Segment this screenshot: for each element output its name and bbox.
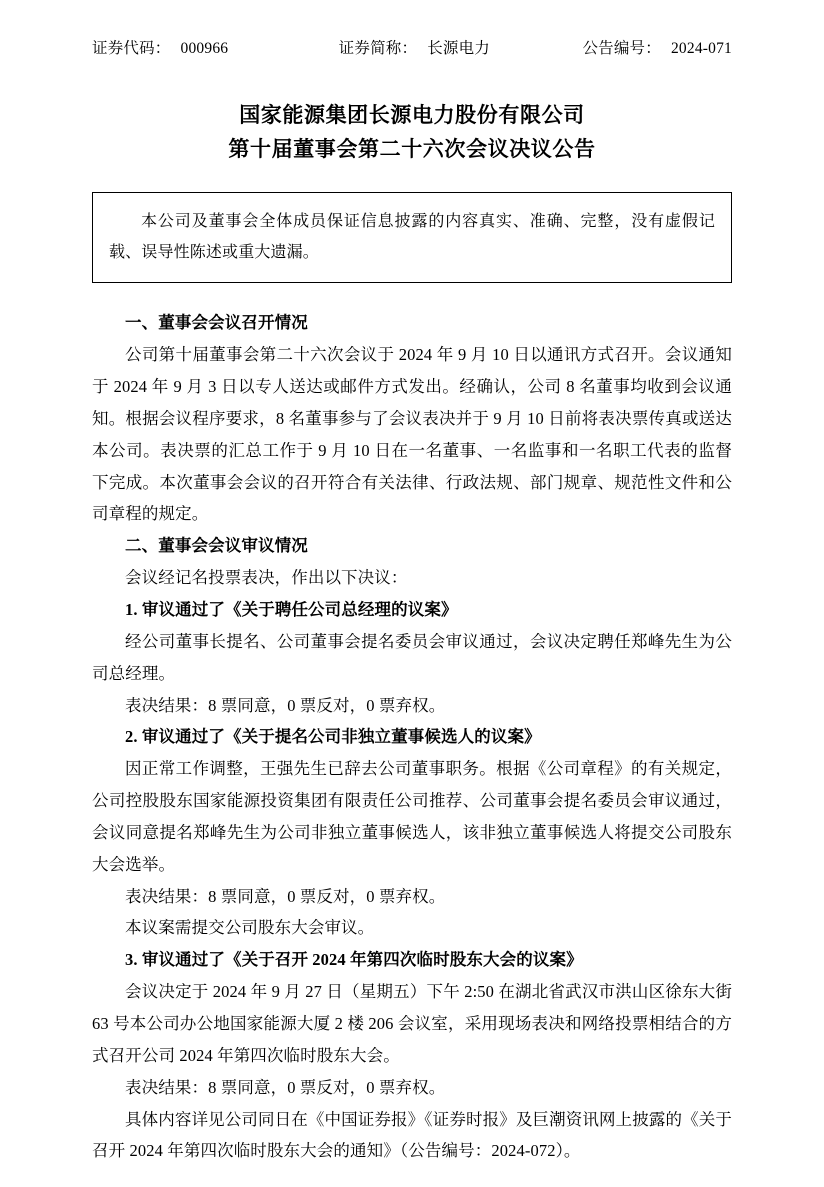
notice-number-label: 公告编号： [582, 40, 661, 57]
section-2-paragraph-1: 会议经记名投票表决，作出以下决议： [125, 568, 408, 588]
document-header [92, 36, 732, 58]
resolution-2-paragraph-1: 因正常工作调整，王强先生已辞去公司董事职务。根据《公司章程》的有关规定，公司控股股东国家能源投资集团有限责任公司推荐、公司董事会提名委员会审议通过，会议同意提名郑峰先生为公司非独立董事候选人，该非独立董事候选人将提交公司股东大会选举。 [92, 759, 732, 874]
resolution-2-paragraph-2: 表决结果：8 票同意，0 票反对，0 票弃权。 [125, 886, 446, 906]
notice-number [582, 36, 732, 58]
disclaimer-box [92, 192, 732, 283]
security-abbr [339, 36, 490, 58]
document-body [92, 307, 732, 1167]
page-title-line2: 第十届董事会第二十六次会议决议公告 [228, 137, 596, 162]
resolution-1-heading: 1. 审议通过了《关于聘任公司总经理的议案》 [125, 600, 458, 619]
section-1-paragraph-1: 公司第十届董事会第二十六次会议于 2024 年 9 月 10 日以通讯方式召开。会议通知于 2024 年 9 月 3 日以专人送达或邮件方式发出。经确认，公司 8 名董事均收到会议通知。根据会议程序要求，8 名董事参与了会议表决并于 9 月 10 日前将表决票传真或送达本公司。表决票的汇总工作于 9 月 10 日在一名董事、一名监事和一名职工代表的监督下完成。本次董事会会议的召开符合有关法律、行政法规、部门规章、规范性文件和公司章程的规定。 [92, 345, 732, 524]
security-code-label: 证券代码： [92, 40, 171, 57]
page-title-line1: 国家能源集团长源电力股份有限公司 [239, 103, 585, 127]
security-abbr-value: 长源电力 [427, 40, 490, 57]
security-code [92, 36, 228, 58]
resolution-1-paragraph-1: 经公司董事长提名、公司董事会提名委员会审议通过，会议决定聘任郑峰先生为公司总经理。 [92, 631, 732, 683]
resolution-3-heading: 3. 审议通过了《关于召开 2024 年第四次临时股东大会的议案》 [125, 950, 583, 970]
disclaimer-text: 本公司及董事会全体成员保证信息披露的内容真实、准确、完整，没有虚假记载、误导性陈述或重大遗漏。 [109, 213, 715, 262]
section-heading-1: 一、董事会会议召开情况 [125, 313, 308, 333]
resolution-2-paragraph-3: 本议案需提交公司股东大会审议。 [125, 918, 375, 938]
page-title [92, 98, 732, 166]
security-abbr-label: 证券简称： [338, 40, 418, 57]
resolution-3-paragraph-2: 表决结果：8 票同意，0 票反对，0 票弃权。 [125, 1077, 446, 1097]
resolution-3-paragraph-3: 具体内容详见公司同日在《中国证券报》《证券时报》及巨潮资讯网上披露的《关于召开 2024 年第四次临时股东大会的通知》（公告编号：2024-072）。 [92, 1109, 732, 1161]
resolution-1-paragraph-2: 表决结果：8 票同意，0 票反对，0 票弃权。 [125, 695, 446, 715]
resolution-3-paragraph-1: 会议决定于 2024 年 9 月 27 日（星期五）下午 2:50 在湖北省武汉市洪山区徐东大街 63 号本公司办公地国家能源大厦 2 楼 206 会议室，采用现场表决和网络投票相结合的方式召开公司 2024 年第四次临时股东大会。 [92, 982, 732, 1065]
resolution-2-heading: 2. 审议通过了《关于提名公司非独立董事候选人的议案》 [125, 727, 541, 747]
security-code-value: 000966 [180, 40, 229, 57]
section-heading-2: 二、董事会会议审议情况 [125, 536, 308, 556]
notice-number-value: 2024-071 [670, 40, 732, 57]
